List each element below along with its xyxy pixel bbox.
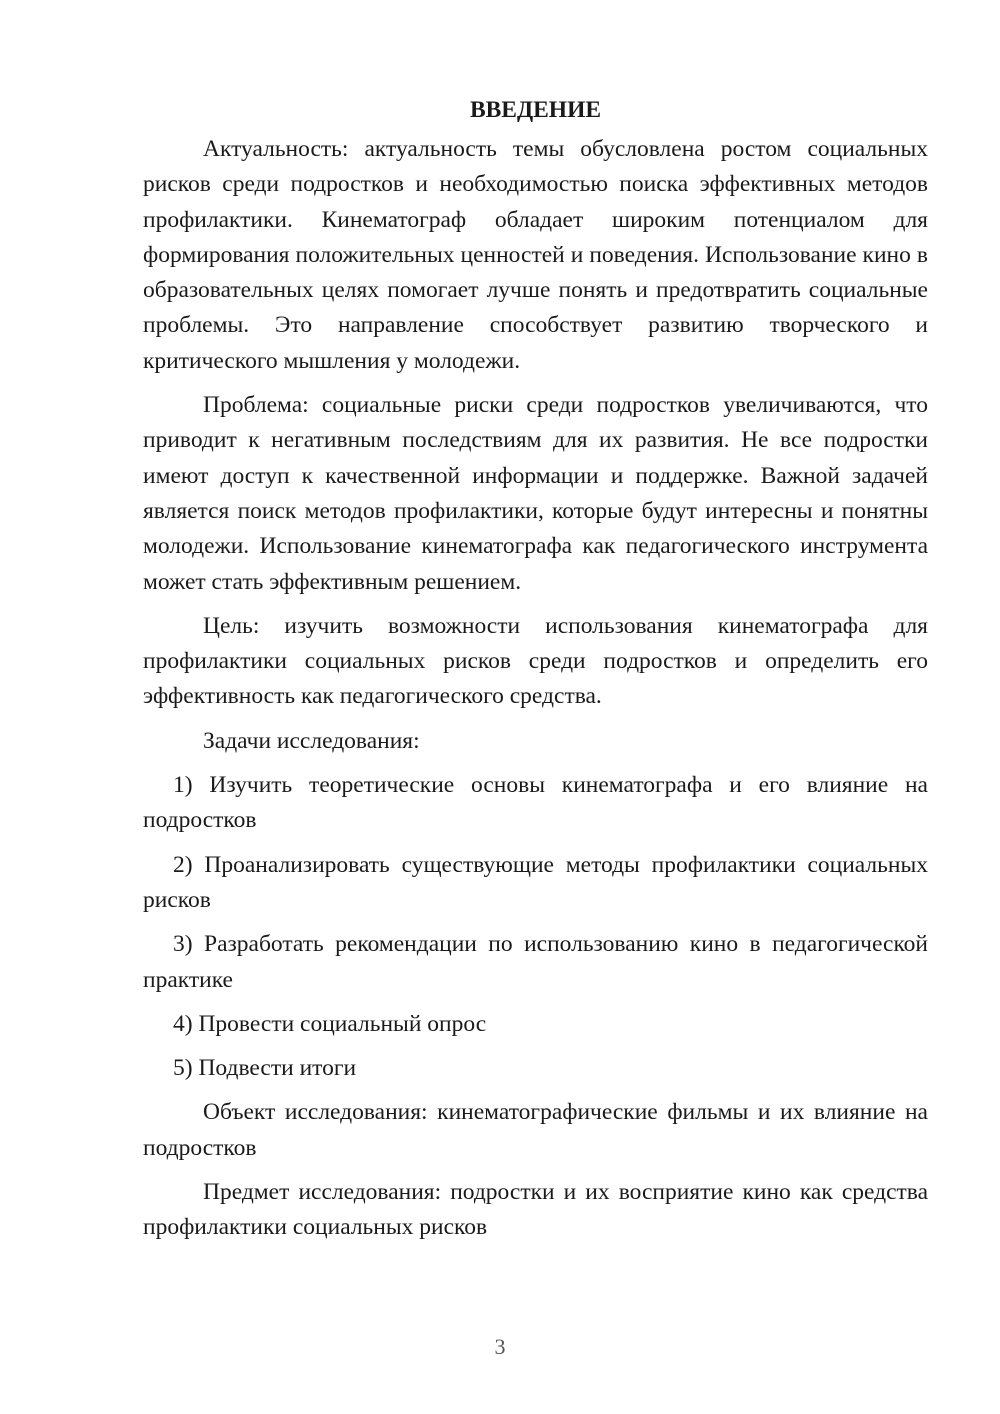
goal-paragraph: Цель: изучить возможности использования кинематографа для профилактики социальных рисков среди подростков и определить его эффективность как педагогического средства. (143, 612, 928, 710)
page-number: 3 (494, 1334, 506, 1359)
section-heading: ВВЕДЕНИЕ (469, 97, 602, 123)
task-item-1: 1) Изучить теоретические основы кинематографа и его влияние на подростков (143, 772, 928, 834)
document-page (143, 92, 928, 1255)
task-item-3: 3) Разработать рекомендации по использованию кино в педагогической практике (143, 931, 928, 993)
tasks-title: Задачи исследования: (203, 727, 420, 754)
task-item-5: 5) Подвести итоги (173, 1055, 357, 1082)
object-paragraph: Объект исследования: кинематографические фильмы и их влияние на подростков (143, 1099, 928, 1161)
task-item-4: 4) Провести социальный опрос (173, 1010, 487, 1037)
problem-paragraph: Проблема: социальные риски среди подростков увеличиваются, что приводит к негативным последствиям для их развития. Не все подростки имеют доступ к качественной информации и поддержке. Важной задачей является поиск методов профилактики, которые будут интересны и понятны молодежи. Использование кинематографа как педагогического инструмента может стать эффективным решением. (143, 392, 928, 595)
relevance-paragraph: Актуальность: актуальность темы обусловлена ростом социальных рисков среди подростков и необходимостью поиска эффективных методов профилактики. Кинематограф обладает широким потенциалом для формирования положительных ценностей и поведения. Использование кино в образовательных целях помогает лучше понять и предотвратить социальные проблемы. Это направление способствует развитию творческого и критического мышления у молодежи. (143, 136, 928, 374)
task-item-2: 2) Проанализировать существующие методы профилактики социальных рисков (143, 851, 928, 913)
subject-paragraph: Предмет исследования: подростки и их восприятие кино как средства профилактики социальных рисков (143, 1179, 928, 1241)
